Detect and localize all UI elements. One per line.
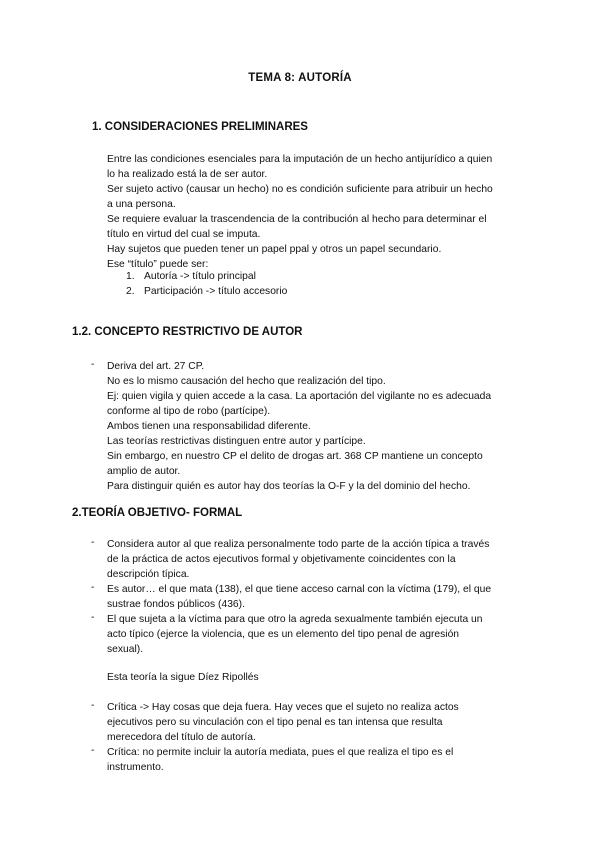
text-line: Ser sujeto activo (causar un hecho) no es condición suficiente para atribuir un hecho [107, 184, 493, 195]
text-line: merecedora del título de autoría. [107, 732, 256, 743]
text-line: Considera autor al que realiza personalmente todo parte de la acción típica a través [107, 539, 490, 550]
text-line: conforme al tipo de robo (partícipe). [107, 406, 271, 417]
text-line: Deriva del art. 27 CP. [107, 361, 205, 372]
bullet-dash: - [91, 612, 95, 623]
list-item-text: Autoría -> título principal [144, 271, 256, 282]
text-line: sustrae fondos públicos (436). [107, 599, 245, 610]
bullet-dash: - [91, 700, 95, 711]
list-item-text: Participación -> título accesorio [144, 286, 288, 297]
text-line: Es autor… el que mata (138), el que tiene acceso carnal con la víctima (179), el que [107, 584, 492, 595]
text-line: Sin embargo, en nuestro CP el delito de drogas art. 368 CP mantiene un concepto [107, 451, 483, 462]
bullet-paragraph [107, 612, 483, 657]
list-number: 2. [126, 286, 135, 297]
page-title: TEMA 8: AUTORÍA [248, 72, 352, 84]
text-line: ejecutivos pero su vinculación con el tipo penal es tan intensa que resulta [107, 717, 443, 728]
text-line: Se requiere evaluar la trascendencia de la contribución al hecho para determinar el [107, 214, 487, 225]
text-line: instrumento. [107, 762, 164, 773]
bullet-paragraph [107, 537, 489, 582]
critique-paragraph [107, 700, 459, 745]
text-line: Crítica: no permite incluir la autoría mediata, pues el que realiza el tipo es el [107, 747, 454, 758]
bullet-dash: - [91, 359, 95, 370]
critique-paragraph [107, 745, 453, 775]
text-line: descripción típica. [107, 569, 190, 580]
text-line: Hay sujetos que pueden tener un papel ppal y otros un papel secundario. [107, 244, 442, 255]
list-item [126, 269, 287, 284]
text-line: de la práctica de actos ejecutivos formal y objetivamente coincidentes con la [107, 554, 456, 565]
text-line: Para distinguir quién es autor hay dos teorías la O-F y la del dominio del hecho. [107, 481, 471, 492]
section2-paragraph [107, 359, 491, 494]
text-line: acto típico (ejerce la violencia, que es un elemento del tipo penal de agresión [107, 629, 460, 640]
text-line: a una persona. [107, 199, 176, 210]
bullet-paragraph [107, 582, 491, 612]
text-line: Ambos tienen una responsabilidad diferente. [107, 421, 311, 432]
bullet-dash: - [91, 582, 95, 593]
text-line: lo ha realizado está la de ser autor. [107, 169, 268, 180]
author-note: Esta teoría la sigue Díez Ripollés [107, 672, 259, 683]
section-heading-teoria-objetivo-formal: 2.TEORÍA OBJETIVO- FORMAL [72, 507, 243, 519]
bullet-dash: - [91, 537, 95, 548]
section-heading-concepto-restrictivo: 1.2. CONCEPTO RESTRICTIVO DE AUTOR [72, 326, 303, 338]
text-line: título en virtud del cual se imputa. [107, 229, 261, 240]
section1-paragraph [107, 152, 493, 272]
bullet-dash: - [91, 745, 95, 756]
text-line: Crítica -> Hay cosas que deja fuera. Hay veces que el sujeto no realiza actos [107, 702, 459, 713]
list-number: 1. [126, 271, 135, 282]
list-item [126, 284, 287, 299]
section-heading-consideraciones: 1. CONSIDERACIONES PRELIMINARES [92, 121, 308, 133]
text-line: No es lo mismo causación del hecho que realización del tipo. [107, 376, 386, 387]
text-line: El que sujeta a la víctima para que otro la agreda sexualmente también ejecuta un [107, 614, 483, 625]
text-line: Ese “título” puede ser: [107, 259, 209, 270]
text-line: Las teorías restrictivas distinguen entre autor y partícipe. [107, 436, 366, 447]
text-line: Entre las condiciones esenciales para la imputación de un hecho antijurídico a quien [107, 154, 493, 165]
text-line: Ej: quien vigila y quien accede a la casa. La aportación del vigilante no es adecuada [107, 391, 492, 402]
text-line: amplio de autor. [107, 466, 181, 477]
text-line: sexual). [107, 644, 144, 655]
numbered-list [126, 269, 287, 299]
